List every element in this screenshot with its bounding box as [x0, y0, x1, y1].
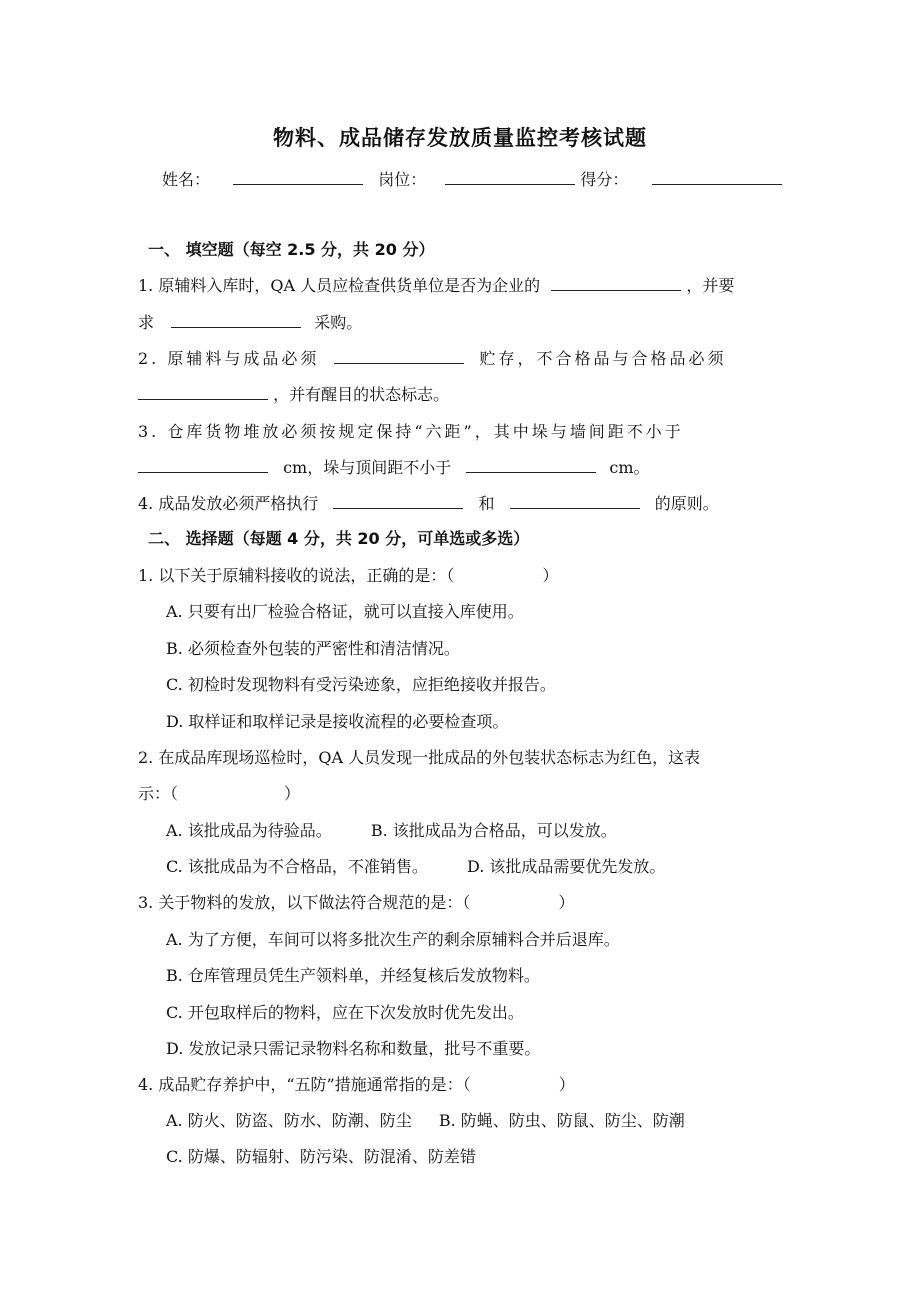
- fill-q4-text-b: 和: [478, 494, 495, 513]
- fill-q1-blank-1[interactable]: [551, 276, 681, 291]
- choice-q2-text: 示：（: [138, 784, 179, 803]
- section-2-heading: 二、 选择题（每题 4 分，共 20 分，可单选或多选）: [148, 529, 530, 548]
- score-blank[interactable]: [652, 170, 782, 185]
- fill-q4-blank-1[interactable]: [333, 494, 463, 509]
- choice-q3-option-c: C. 开包取样后的物料，应在下次发放时优先发出。: [166, 1003, 524, 1022]
- choice-q2-line1: 2. 在成品库现场巡检时，QA 人员发现一批成品的外包装状态标志为红色，这表: [138, 748, 701, 767]
- choice-q1-option-d: D. 取样证和取样记录是接收流程的必要检查项。: [166, 712, 509, 731]
- fill-q1-line2: [138, 313, 362, 333]
- fill-q2-blank-1[interactable]: [334, 349, 464, 364]
- fill-q3-text-b: cm，垛与顶间距不小于: [283, 458, 452, 477]
- fill-q2-text-b: 贮存，不合格品与合格品必须: [479, 349, 727, 368]
- post-label: 岗位：: [378, 170, 427, 189]
- fill-q2-blank-2[interactable]: [138, 385, 268, 400]
- name-blank[interactable]: [233, 170, 363, 185]
- choice-q4-close: ）: [558, 1075, 575, 1094]
- choice-q4-text: 4. 成品贮存养护中，“五防”措施通常指的是：（: [138, 1075, 471, 1094]
- fill-q3-text-c: cm。: [609, 458, 650, 477]
- fill-q2-line1: [138, 349, 727, 369]
- fill-q3-blank-1[interactable]: [138, 458, 268, 473]
- choice-q3-option-b: B. 仓库管理员凭生产领料单，并经复核后发放物料。: [166, 966, 540, 985]
- fill-q1-text: 1. 原辅料入库时，QA 人员应检查供货单位是否为企业的: [138, 276, 541, 295]
- choice-q1: [138, 566, 558, 586]
- choice-q3-option-d: D. 发放记录只需记录物料名称和数量，批号不重要。: [166, 1039, 541, 1058]
- fill-q3-blank-2[interactable]: [466, 458, 596, 473]
- fill-q4-line: [138, 494, 719, 514]
- fill-q2-line2: [138, 385, 449, 405]
- score-label: 得分：: [580, 170, 629, 189]
- post-blank[interactable]: [445, 170, 575, 185]
- fill-q1-text-b: ，并要: [686, 276, 735, 295]
- choice-q2-options-row2: [166, 857, 665, 877]
- choice-q3: [138, 893, 574, 913]
- choice-q1-option-a: A. 只要有出厂检验合格证，就可以直接入库使用。: [166, 602, 524, 621]
- choice-q2-option-b: B. 该批成品为合格品，可以发放。: [370, 821, 617, 840]
- choice-q2-close: ）: [284, 784, 301, 803]
- fill-q1-text-c: 求: [138, 313, 155, 332]
- choice-q4-option-a: A. 防火、防盗、防水、防潮、防尘: [166, 1111, 412, 1130]
- choice-q2-line2: [138, 784, 300, 804]
- choice-q4: [138, 1075, 575, 1095]
- fill-q4-text: 4. 成品发放必须严格执行: [138, 494, 319, 513]
- header-info: [162, 170, 782, 190]
- choice-q2-option-c: C. 该批成品为不合格品，不准销售。: [166, 857, 428, 876]
- choice-q4-option-c: C. 防爆、防辐射、防污染、防混淆、防差错: [166, 1147, 476, 1166]
- fill-q1-blank-2[interactable]: [171, 313, 301, 328]
- fill-q1-text-d: 采购。: [314, 313, 363, 332]
- name-label: 姓名：: [162, 170, 211, 189]
- choice-q1-close: ）: [542, 566, 559, 585]
- choice-q4-option-b: B. 防蝇、防虫、防鼠、防尘、防潮: [438, 1111, 685, 1130]
- fill-q2-text-c: ，并有醒目的状态标志。: [273, 385, 450, 404]
- choice-q1-text: 1. 以下关于原辅料接收的说法，正确的是：（: [138, 566, 455, 585]
- choice-q2-option-d: D. 该批成品需要优先发放。: [466, 857, 666, 876]
- fill-q3-text: 3. 仓库货物堆放必须按规定保持“六距”，其中垛与墙间距不小于: [138, 422, 684, 441]
- fill-q2-text: 2. 原辅料与成品必须: [138, 349, 320, 368]
- choice-q3-option-a: A. 为了方便，车间可以将多批次生产的剩余原辅料合并后退库。: [166, 930, 620, 949]
- choice-q2-options-row1: [166, 821, 617, 841]
- choice-q4-options-row1: [166, 1111, 685, 1131]
- choice-q3-close: ）: [558, 893, 575, 912]
- fill-q4-blank-2[interactable]: [510, 494, 640, 509]
- fill-q1-line1: [138, 276, 734, 296]
- fill-q3-line1: [138, 422, 684, 442]
- exam-title: 物料、成品储存发放质量监控考核试题: [273, 126, 647, 150]
- fill-q4-text-c: 的原则。: [654, 494, 719, 513]
- choice-q1-option-c: C. 初检时发现物料有受污染迹象，应拒绝接收并报告。: [166, 675, 556, 694]
- fill-q3-line2: [138, 458, 650, 478]
- choice-q1-option-b: B. 必须检查外包装的严密性和清洁情况。: [166, 639, 460, 658]
- choice-q3-text: 3. 关于物料的发放，以下做法符合规范的是：（: [138, 893, 471, 912]
- choice-q2-option-a: A. 该批成品为待验品。: [166, 821, 332, 840]
- section-1-heading: 一、 填空题（每空 2.5 分，共 20 分）: [148, 240, 435, 259]
